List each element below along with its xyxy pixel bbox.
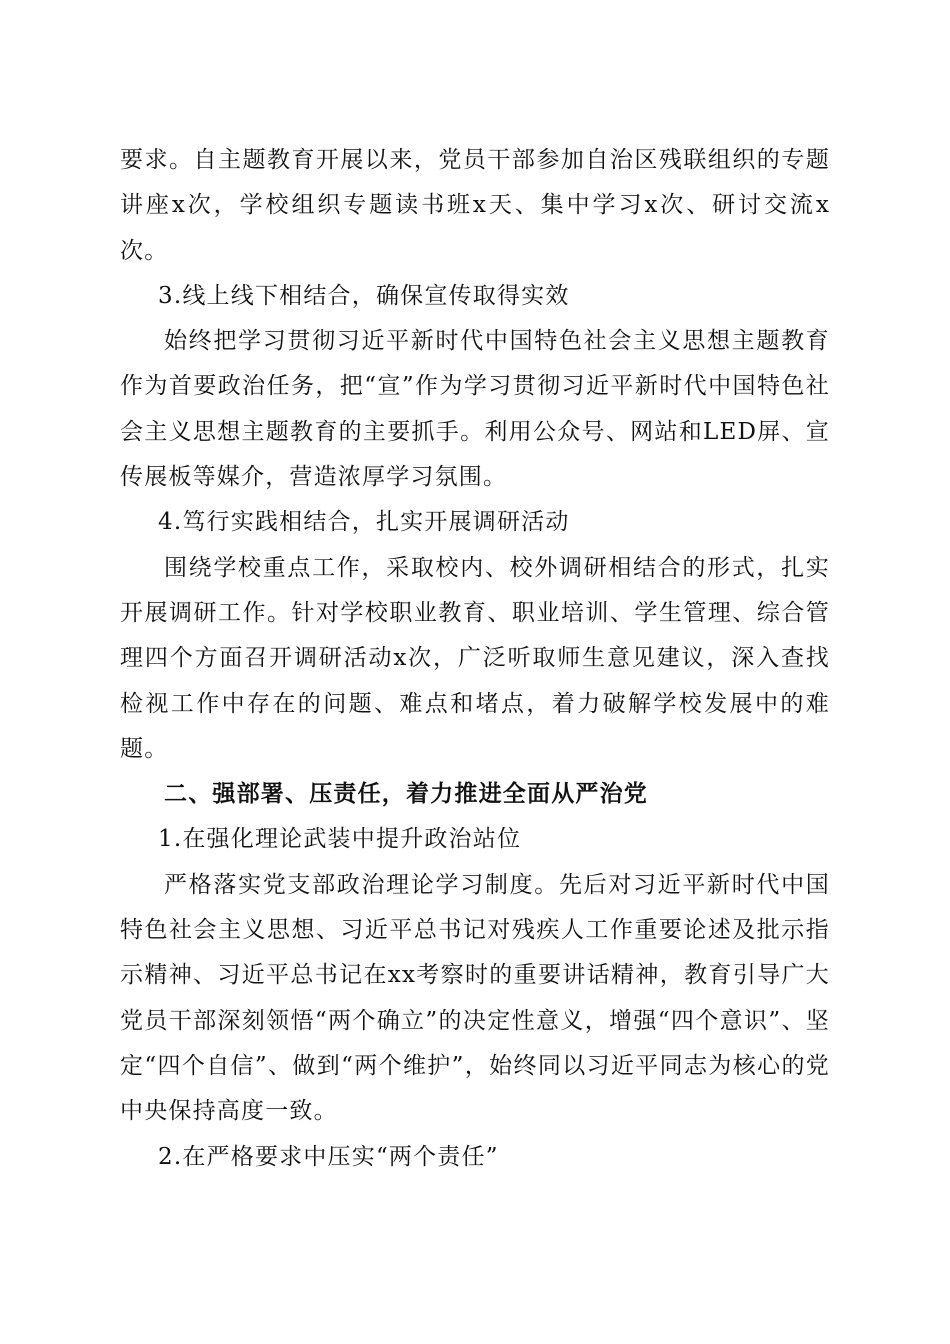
paragraph-continuation: 要求。自主题教育开展以来，党员干部参加自治区残联组织的专题讲座x次，学校组织专题读书班x天、集中学习x次、研讨交流x次。 — [120, 147, 830, 264]
section-heading-2: 二、强部署、压责任，着力推进全面从严治党 — [164, 781, 648, 808]
document-body — [120, 138, 830, 1180]
paragraph-research: 围绕学校重点工作，采取校内、校外调研相结合的形式，扎实开展调研工作。针对学校职业教育、职业培训、学生管理、综合管理四个方面召开调研活动x次，广泛听取师生意见建议，深入查找检视工作中存在的问题、难点和堵点，着力破解学校发展中的难题。 — [120, 554, 830, 762]
subheading-1: 1.在强化理论武装中提升政治站位 — [158, 826, 522, 853]
subheading-2: 2.在严格要求中压实“两个责任” — [158, 1143, 499, 1170]
paragraph-publicity: 始终把学习贯彻习近平新时代中国特色社会主义思想主题教育作为首要政治任务，把“宣”作为学习贯彻习近平新时代中国特色社会主义思想主题教育的主要抓手。利用公众号、网站和LED屏、宣传展板等媒介，营造浓厚学习氛围。 — [120, 328, 830, 491]
paragraph-theory-study: 严格落实党支部政治理论学习制度。先后对习近平新时代中国特色社会主义思想、习近平总书记对残疾人工作重要论述及批示指示精神、习近平总书记在xx考察时的重要讲话精神，教育引导广大党员干部深刻领悟“两个确立”的决定性意义，增强“四个意识”、坚定“四个自信”、做到“两个维护”，始终同以习近平同志为核心的党中央保持高度一致。 — [120, 871, 830, 1125]
subheading-3: 3.线上线下相结合，确保宣传取得实效 — [158, 282, 570, 309]
subheading-4: 4.笃行实践相结合，扎实开展调研活动 — [158, 509, 570, 536]
